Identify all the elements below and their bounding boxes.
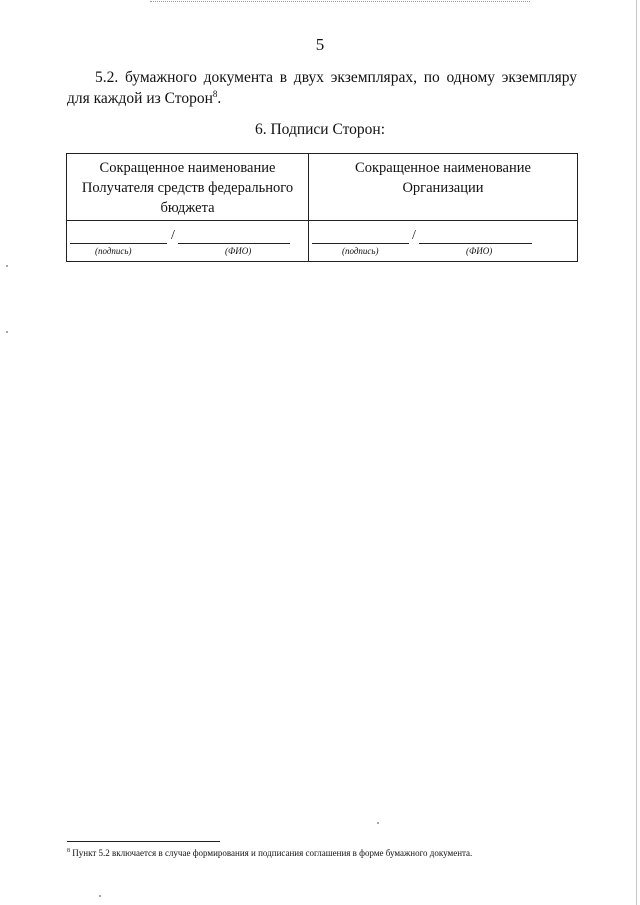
left-party-heading [67, 154, 309, 221]
signature-table [66, 153, 578, 262]
right-heading-line: Сокращенное наименование [355, 160, 531, 176]
signature-line[interactable] [312, 243, 409, 244]
footnote-text: Пункт 5.2 включается в случае формирования и подписания соглашения в форме бумажного документа. [72, 848, 473, 858]
scan-edge-top [150, 1, 530, 2]
scan-speck [6, 331, 8, 333]
right-signature-cell [309, 221, 578, 262]
footnote [67, 847, 587, 859]
clause-5-2 [67, 67, 577, 109]
clause-5-2-text: 5.2. бумажного документа в двух экземплярах, по одному экземпляру для каждой из Сторон [67, 69, 577, 107]
scan-speck [377, 822, 379, 824]
signature-caption: (подпись) [95, 246, 132, 256]
footnote-marker: 8 [67, 848, 70, 854]
name-caption: (ФИО) [466, 246, 493, 256]
left-heading-line: бюджета [160, 200, 215, 216]
signature-caption: (подпись) [342, 246, 379, 256]
section-title: 6. Подписи Сторон: [254, 121, 386, 138]
scan-speck [6, 265, 8, 267]
footnote-reference: 8 [212, 88, 218, 99]
name-line[interactable] [419, 243, 532, 244]
slash-separator: / [412, 228, 416, 243]
signature-line[interactable] [70, 243, 167, 244]
left-heading-line: Получателя средств федерального [81, 180, 294, 196]
name-caption: (ФИО) [225, 246, 252, 256]
right-heading-line: Организации [402, 180, 484, 196]
clause-period: . [217, 90, 222, 107]
footnote-rule [67, 841, 220, 842]
page-number: 5 [315, 35, 325, 54]
left-heading-line: Сокращенное наименование [99, 160, 276, 176]
scan-speck [99, 895, 101, 897]
left-signature-cell [67, 221, 309, 262]
slash-separator: / [171, 228, 175, 243]
name-line[interactable] [178, 243, 290, 244]
right-party-heading [309, 154, 578, 221]
